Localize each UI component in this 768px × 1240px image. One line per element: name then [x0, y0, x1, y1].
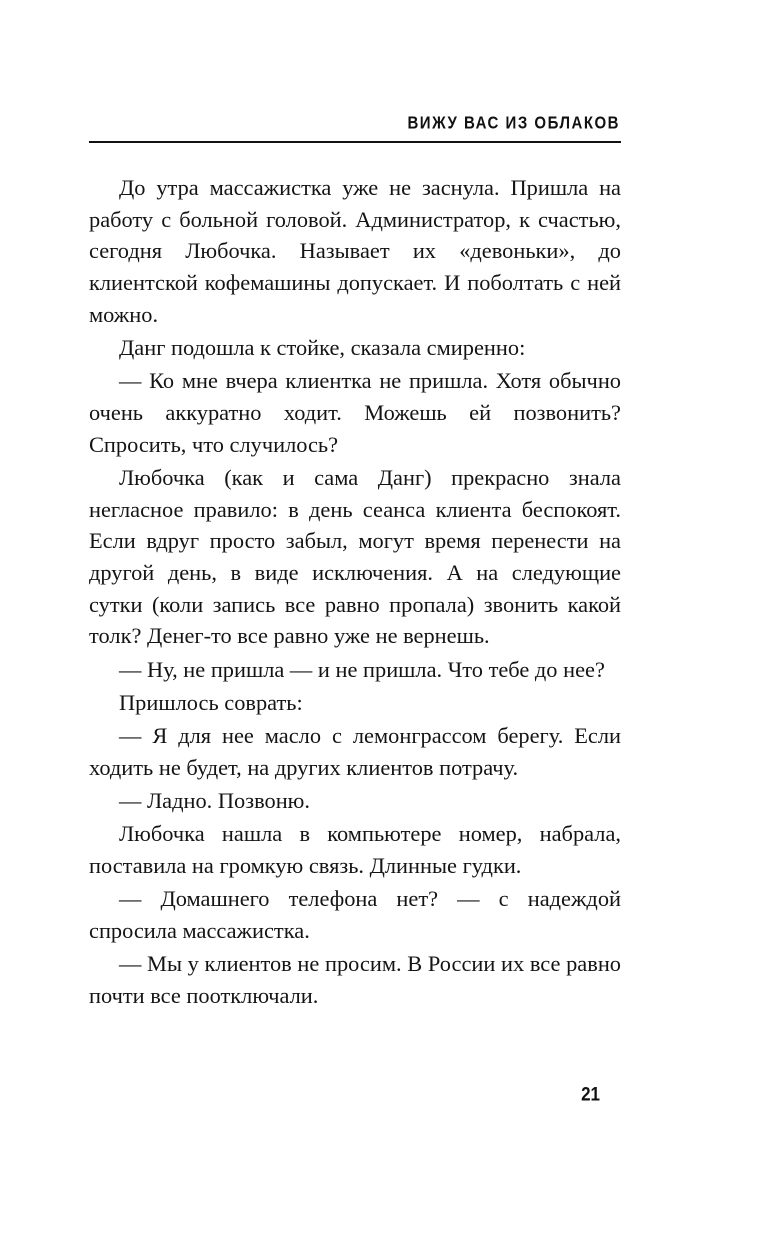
header-rule	[89, 141, 621, 143]
paragraph: — Домашнего телефона нет? — с надеждой спросила массажистка.	[89, 885, 621, 943]
page-number: 21	[581, 1083, 600, 1105]
paragraph: Данг подошла к стойке, сказала смиренно:	[119, 335, 526, 361]
paragraph: — Я для нее масло с лемонграссом берегу. Если ходить не будет, на других клиентов потрачу.	[89, 722, 621, 780]
paragraph: — Ко мне вчера клиентка не пришла. Хотя обычно очень аккуратно ходит. Можешь ей позвонить? Спросить, что случилось?	[89, 368, 621, 457]
paragraph: Пришлось соврать:	[119, 689, 303, 715]
paragraph: — Ну, не пришла — и не пришла. Что тебе до нее?	[119, 656, 605, 682]
running-head: ВИЖУ ВАС ИЗ ОБЛАКОВ	[407, 113, 620, 133]
paragraph: До утра массажистка уже не заснула. Пришла на работу с больной головой. Администратор, к счастью, сегодня Любочка. Называет их «девоньки», до клиентской кофемашины допускает. И поболтать с ней можно.	[89, 175, 621, 327]
paragraph: — Мы у клиентов не просим. В России их все равно почти все поотключали.	[89, 950, 621, 1008]
paragraph: — Ладно. Позвоню.	[119, 787, 311, 813]
paragraph: Любочка нашла в компьютере номер, набрала, поставила на громкую связь. Длинные гудки.	[89, 821, 621, 878]
body-text	[89, 172, 621, 1013]
paragraph: Любочка (как и сама Данг) прекрасно знала негласное правило: в день сеанса клиента беспокоят. Если вдруг просто забыл, могут время перенести на другой день, в виде исключения. А на следующие сутки (коли запись все равно пропала) звонить какой толк? Денег-то все равно уже не вернешь.	[89, 464, 621, 649]
